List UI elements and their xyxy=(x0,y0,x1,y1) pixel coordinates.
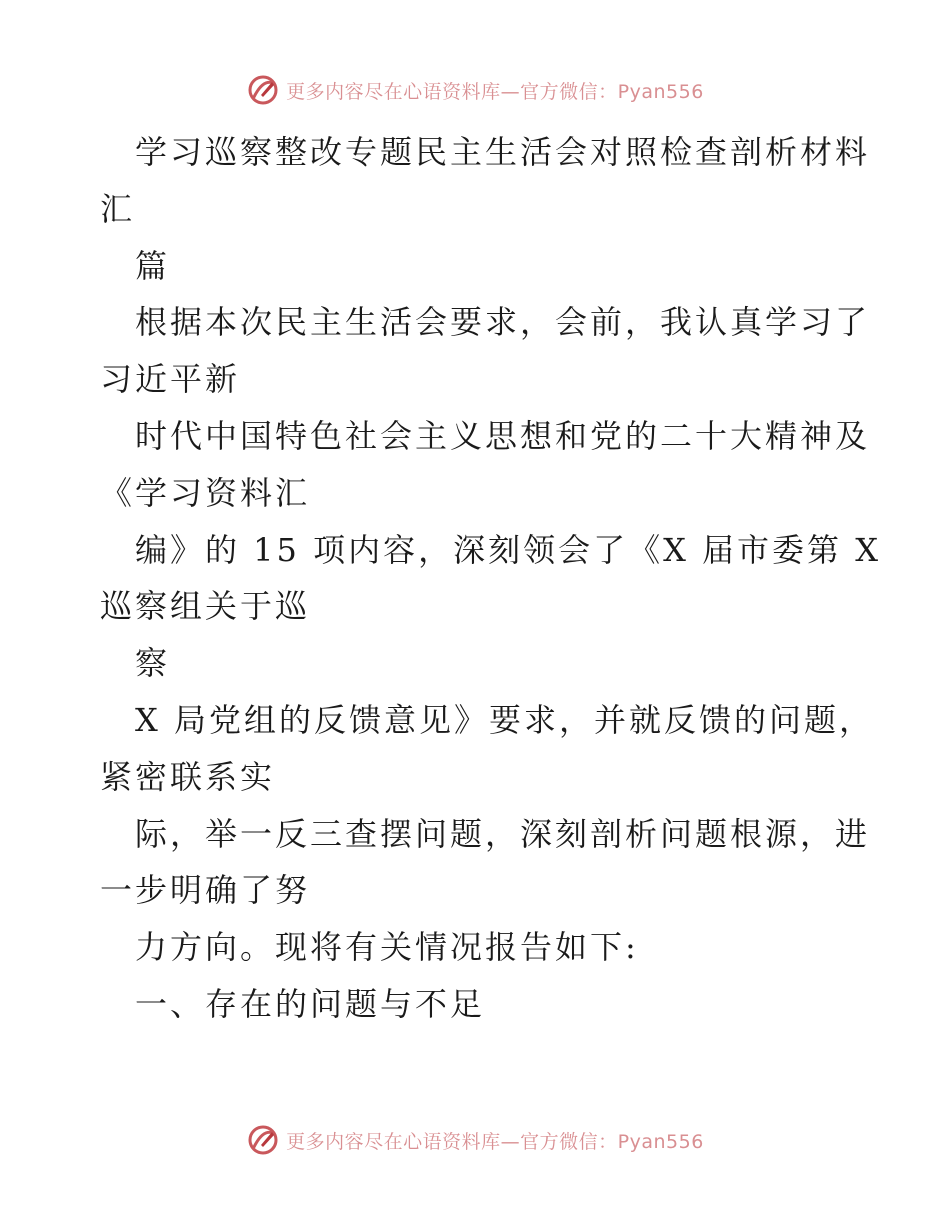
document-line: 紧密联系实 xyxy=(100,757,276,796)
document-line: 《学习资料汇 xyxy=(100,473,311,512)
document-line: 习近平新 xyxy=(100,360,241,399)
document-line: 一、存在的问题与不足 xyxy=(135,984,486,1023)
document-line: 编》的 15 项内容，深刻领会了《X 届市委第 X xyxy=(135,530,881,569)
document-line: 篇 xyxy=(135,246,171,285)
document-line: 汇 xyxy=(100,189,136,228)
pen-swirl-logo-icon xyxy=(246,73,280,107)
document-line: 察 xyxy=(135,644,171,683)
document-line: 学习巡察整改专题民主生活会对照检查剖析材料 xyxy=(135,133,871,171)
document-line: 力方向。现将有关情况报告如下: xyxy=(135,928,639,967)
footer-watermark-banner xyxy=(0,1120,950,1160)
document-line: 根据本次民主生活会要求，会前，我认真学习了 xyxy=(135,303,871,342)
header-watermark-text: 更多内容尽在心语资料库—官方微信：Pyan556 xyxy=(286,80,704,103)
document-line: 时代中国特色社会主义思想和党的二十大精神及 xyxy=(135,416,871,455)
header-watermark-banner xyxy=(0,70,950,110)
document-line: 一步明确了努 xyxy=(100,871,311,910)
document-body xyxy=(0,124,950,1033)
document-line: X 局党组的反馈意见》要求，并就反馈的问题， xyxy=(135,700,874,739)
document-line: 际，举一反三查摆问题，深刻剖析问题根源，进 xyxy=(135,814,871,853)
pen-swirl-logo-icon xyxy=(246,1123,280,1157)
footer-watermark-text: 更多内容尽在心语资料库—官方微信：Pyan556 xyxy=(286,1130,704,1153)
document-line: 巡察组关于巡 xyxy=(100,587,311,626)
